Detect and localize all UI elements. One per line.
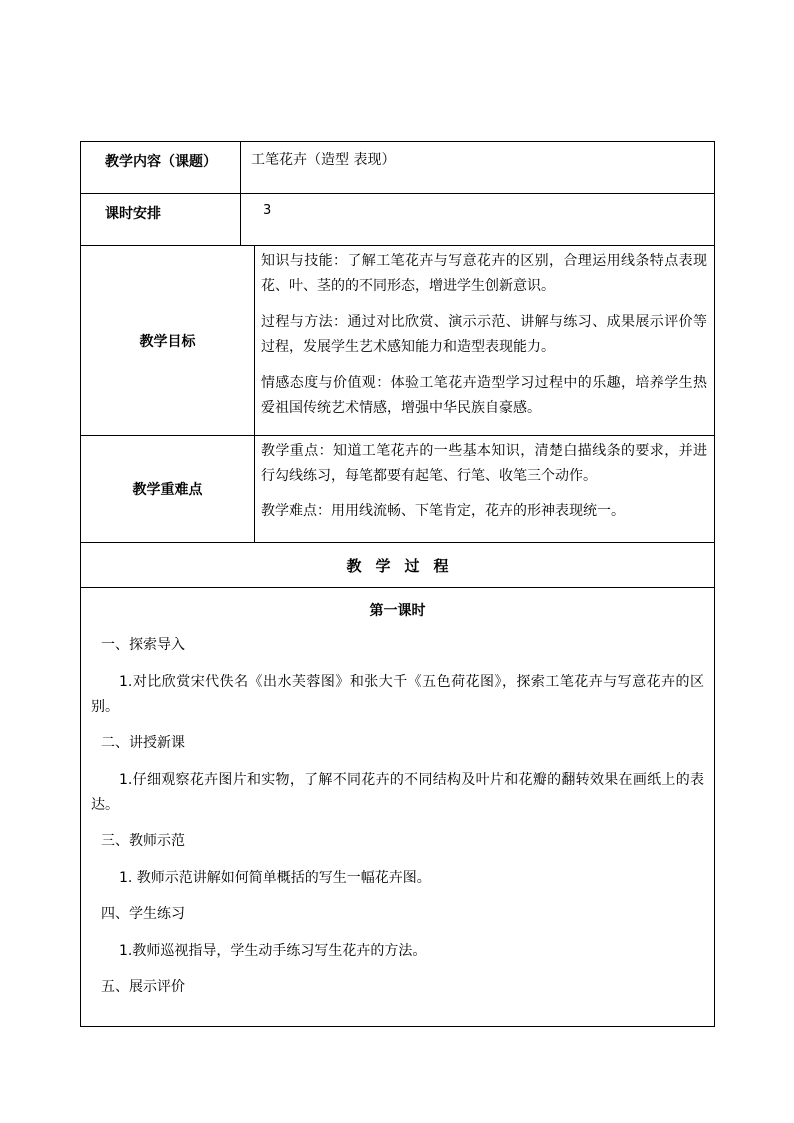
hours-row: [81, 194, 715, 246]
section-heading: 四、学生练习: [101, 906, 185, 922]
key-points-label-cell: [81, 436, 255, 543]
objectives-label: 教学目标: [139, 333, 196, 350]
section-item: 1.仔细观察花卉图片和实物，了解不同花卉的不同结构及叶片和花瓣的翻转效果在画纸上的表达。: [91, 772, 705, 813]
section-heading: 一、探索导入: [101, 637, 185, 653]
hours-label-cell: [81, 194, 241, 246]
hours-value: 3: [241, 194, 715, 246]
objectives-cell: [255, 246, 715, 436]
key-points-cell: [255, 436, 715, 543]
objectives-row: [81, 246, 715, 436]
process-body: [81, 588, 715, 1027]
section-item: 1.对比欣赏宋代佚名《出水芙蓉图》和张大千《五色荷花图》，探索工笔花卉与写意花卉的区别。: [91, 674, 705, 715]
topic-row: [81, 142, 715, 194]
section-heading: 二、讲授新课: [101, 735, 185, 751]
section-heading: 五、展示评价: [101, 979, 185, 995]
section-item: 1. 教师示范讲解如何简单概括的写生一幅花卉图。: [119, 870, 431, 886]
objective-process: 过程与方法：通过对比欣赏、演示示范、讲解与练习、成果展示评价等过程，发展学生艺术感知能力和造型表现能力。: [261, 314, 708, 355]
lesson-title: 第一课时: [369, 603, 426, 619]
objective-knowledge: 知识与技能：了解工笔花卉与写意花卉的区别，合理运用线条特点表现花、叶、茎的的不同形态，增进学生创新意识。: [261, 253, 708, 294]
process-title: 教学过程: [81, 543, 715, 588]
key-points-row: [81, 436, 715, 543]
topic-label: 教学内容（课题）: [105, 154, 217, 170]
section-heading: 三、教师示范: [101, 833, 185, 849]
topic-value: 工笔花卉（造型 表现）: [241, 142, 715, 194]
lesson-plan-table: [80, 141, 715, 1027]
key-point-difficulty: 教学难点：用用线流畅、下笔肯定，花卉的形神表现统一。: [261, 503, 625, 519]
process-body-row: [81, 588, 715, 1027]
objective-attitude: 情感态度与价值观：体验工笔花卉造型学习过程中的乐趣，培养学生热爱祖国传统艺术情感，增强中华民族自豪感。: [261, 375, 708, 416]
hours-label: 课时安排: [105, 206, 161, 222]
topic-label-cell: [81, 142, 241, 194]
process-title-row: [81, 543, 715, 588]
objectives-label-cell: [81, 246, 255, 436]
key-points-label: 教学重难点: [132, 482, 203, 498]
key-point-focus: 教学重点：知道工笔花卉的一些基本知识，清楚白描线条的要求，并进行勾线练习，每笔都要有起笔、行笔、收笔三个动作。: [261, 443, 708, 484]
section-item: 1.教师巡视指导，学生动手练习写生花卉的方法。: [119, 943, 427, 959]
